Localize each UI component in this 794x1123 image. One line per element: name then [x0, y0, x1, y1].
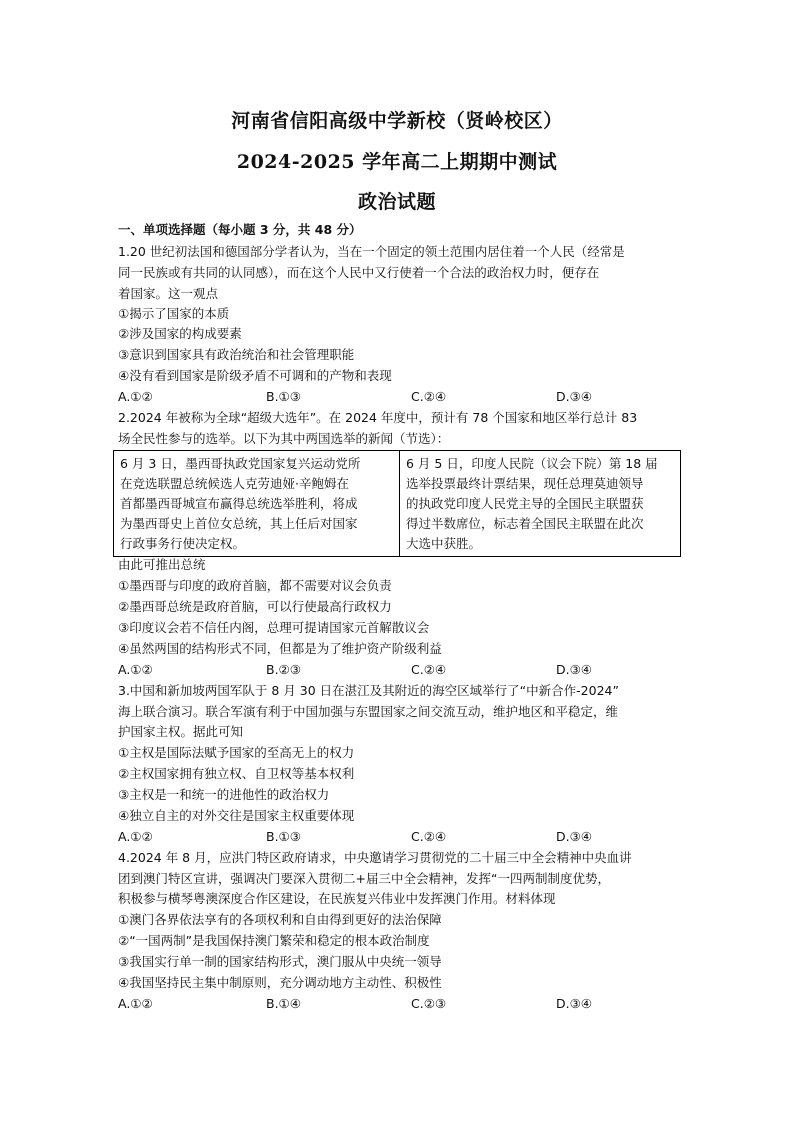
- q1-item: ③意识到国家具有政治统治和社会管理职能: [118, 347, 355, 362]
- q2-item: ③印度议会若不信任内阁，总理可提请国家元首解散议会: [118, 620, 430, 635]
- q3-stem-line: 护国家主权。据此可知: [118, 724, 244, 739]
- option-b: B.①④: [266, 996, 301, 1011]
- option-a: A.①②: [118, 389, 153, 404]
- news-table: [113, 450, 681, 557]
- option-c: C.②③: [411, 996, 447, 1011]
- q4-item: ①澳门各界依法享有的各项权利和自由得到更好的法治保障: [118, 912, 442, 927]
- news-line: 的执政党印度人民党主导的全国民主联盟获: [406, 496, 644, 511]
- q1-item: ②涉及国家的构成要素: [118, 326, 242, 341]
- news-line: 大选中获胜。: [406, 536, 482, 551]
- option-a: A.①②: [118, 996, 153, 1011]
- exam-title: 2024-2025 学年高二上期期中测试: [236, 151, 558, 173]
- news-line: 6 月 3 日，墨西哥执政党国家复兴运动党所: [120, 456, 361, 471]
- option-a: A.①②: [118, 662, 153, 677]
- q1-options: [118, 387, 678, 407]
- school-title: 河南省信阳高级中学新校（贤岭校区）: [231, 110, 563, 132]
- q3-stem-line: 3.中国和新加坡两国军队于 8 月 30 日在湛江及其附近的海空区域举行了“中新合作-2024”: [118, 683, 619, 698]
- q1-stem-line: 同一民族或有共同的认同感），而在这个人民中又行使着一个合法的政治权力时，便存在: [118, 265, 600, 280]
- option-c: C.②④: [411, 829, 447, 844]
- news-line: 行政事务行使决定权。: [120, 536, 246, 551]
- q4-stem-line: 团到澳门特区宣讲，强调决门要深入贯彻二+届三中全会精神，发挥“一四两制制度优势，: [118, 871, 610, 886]
- option-d: D.③④: [556, 829, 593, 844]
- section-heading: 一、单项选择题（每小题 3 分，共 48 分）: [118, 222, 362, 237]
- option-b: B.①③: [266, 389, 301, 404]
- news-line: 首都墨西哥城宣布赢得总统选举胜利，将成: [120, 496, 358, 511]
- option-b: B.②③: [266, 662, 301, 677]
- q2-stem-line: 场全民性参与的选举。以下为其中两国选举的新闻（节选）：: [118, 431, 450, 446]
- option-c: C.②④: [411, 389, 447, 404]
- news-line: 6 月 5 日，印度人民院（议会下院）第 18 届: [406, 456, 658, 471]
- q3-stem-line: 海上联合演习。联合军演有利于中国加强与东盟国家之间交流互动，维护地区和平稳定，维: [118, 704, 619, 719]
- q4-item: ④我国坚持民主集中制原则，充分调动地方主动性、积极性: [118, 975, 442, 990]
- q4-stem-line: 4.2024 年 8 月，应洪门特区政府请求，中央邀请学习贯彻党的二十届三中全会精神中央血讲: [118, 850, 632, 865]
- news-mexico: [114, 451, 400, 557]
- q4-item: ②“一国两制”是我国保持澳门繁荣和稳定的根本政治制度: [118, 933, 430, 948]
- q1-item: ④没有看到国家是阶级矛盾不可调和的产物和表现: [118, 368, 392, 383]
- news-line: 在竞选联盟总统候选人克劳迪娅·辛鲍姆在: [120, 476, 349, 491]
- q2-options: [118, 660, 678, 680]
- q1-item: ①揭示了国家的本质: [118, 306, 230, 321]
- q1-stem-line: 1.20 世纪初法国和德国部分学者认为，当在一个固定的领土范围内居住着一个人民（经常是: [118, 244, 625, 259]
- q3-item: ③主权是一和统一的进他性的政治权力: [118, 787, 330, 802]
- q4-item: ③我国实行单一制的国家结构形式，澳门服从中央统一领导: [118, 954, 442, 969]
- q2-stem-line: 2.2024 年被称为全球“超级大选年”。在 2024 年度中，预计有 78 个国家和地区举行总计 83: [118, 410, 638, 425]
- news-line: 选举投票最终计票结果，现任总理莫迪领导: [406, 476, 644, 491]
- q2-lead: 由此可推出总统: [118, 557, 206, 572]
- q2-item: ④虽然两国的结构形式不同，但都是为了维护资产阶级利益: [118, 641, 442, 656]
- q3-item: ②主权国家拥有独立权、自卫权等基本权利: [118, 766, 355, 781]
- q2-item: ②墨西哥总统是政府首脑，可以行使最高行政权力: [118, 599, 392, 614]
- option-d: D.③④: [556, 389, 593, 404]
- q2-item: ①墨西哥与印度的政府首脑，都不需要对议会负责: [118, 578, 392, 593]
- q3-item: ④独立自主的对外交往是国家主权重要体现: [118, 808, 355, 823]
- news-line: 得过半数席位，标志着全国民主联盟在此次: [406, 516, 644, 531]
- q1-stem-line: 着国家。这一观点: [118, 286, 219, 301]
- option-a: A.①②: [118, 829, 153, 844]
- option-d: D.③④: [556, 996, 593, 1011]
- q3-item: ①主权是国际法赋予国家的至高无上的权力: [118, 745, 355, 760]
- option-c: C.②④: [411, 662, 447, 677]
- news-line: 为墨西哥史上首位女总统，其上任后对国家: [120, 516, 358, 531]
- option-d: D.③④: [556, 662, 593, 677]
- q4-stem-line: 积极参与横琴粤澳深度合作区建设，在民族复兴伟业中发挥澳门作用。材料体现: [118, 891, 556, 906]
- q4-options: [118, 994, 678, 1014]
- news-india: [400, 451, 681, 557]
- q3-options: [118, 827, 678, 847]
- subject-title: 政治试题: [357, 191, 436, 213]
- option-b: B.①③: [266, 829, 301, 844]
